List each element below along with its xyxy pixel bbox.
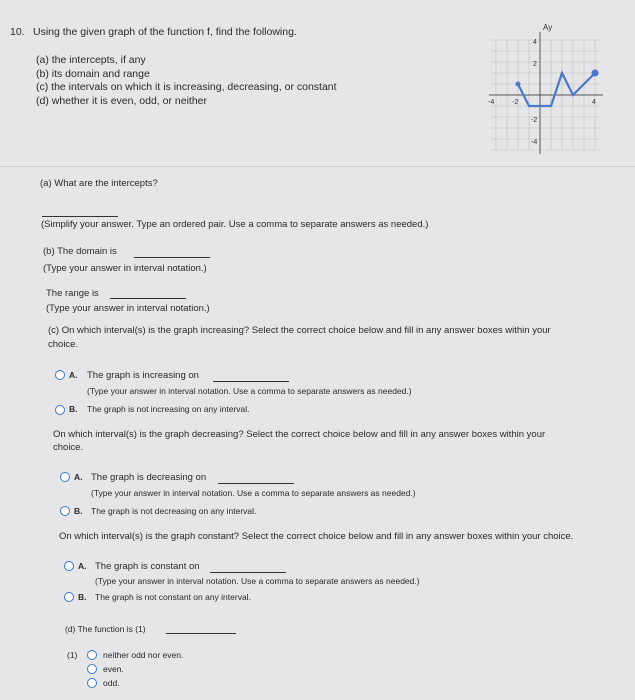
range-answer-box[interactable] — [110, 288, 186, 299]
y-tick-neg4: -4 — [531, 139, 538, 146]
neither-option-label: neither odd nor even. — [103, 650, 184, 660]
neither-option-radio[interactable] — [87, 650, 97, 660]
decreasing-option-b-letter: B. — [74, 506, 83, 516]
constant-option-a-letter: A. — [78, 561, 87, 571]
section-divider — [0, 166, 635, 167]
decreasing-option-a-letter: A. — [74, 472, 83, 482]
increasing-answer-box[interactable] — [213, 371, 289, 382]
constant-option-b-letter: B. — [78, 592, 87, 602]
increasing-option-a-text: The graph is increasing on — [87, 370, 199, 381]
domain-label: (b) The domain is — [43, 246, 117, 257]
endpoint-right — [592, 70, 599, 77]
y-tick-2: 2 — [533, 61, 537, 68]
question-part-a: (a) the intercepts, if any — [36, 54, 146, 66]
part-d-answer-box[interactable] — [166, 623, 236, 634]
y-tick-neg2: -2 — [531, 117, 538, 124]
endpoint-left — [516, 82, 521, 87]
x-tick-neg2: -2 — [512, 99, 519, 106]
decreasing-option-b-radio[interactable] — [60, 506, 70, 516]
x-tick-4: 4 — [592, 99, 596, 106]
constant-option-a-hint: (Type your answer in interval notation. Use a comma to separate answers as needed.) — [95, 576, 420, 586]
part-a-question: (a) What are the intercepts? — [40, 178, 158, 189]
decreasing-option-a-hint: (Type your answer in interval notation. Use a comma to separate answers as needed.) — [91, 488, 416, 498]
part-d-choice-number: (1) — [67, 650, 78, 660]
decreasing-option-a-radio[interactable] — [60, 472, 70, 482]
range-hint: (Type your answer in interval notation.) — [46, 303, 210, 314]
question-prompt: Using the given graph of the function f, find the following. — [33, 26, 297, 38]
function-line — [518, 73, 595, 106]
constant-option-b-text: The graph is not constant on any interval. — [95, 592, 251, 602]
increasing-option-a-radio[interactable] — [55, 370, 65, 380]
question-number: 10. — [10, 26, 25, 38]
increasing-option-a-letter: A. — [69, 370, 78, 380]
decreasing-question-line2: choice. — [53, 442, 84, 453]
decreasing-option-a-text: The graph is decreasing on — [91, 472, 207, 483]
x-tick-neg4: -4 — [488, 99, 495, 106]
increasing-question-line2: choice. — [48, 339, 79, 350]
y-axis-label: Ay — [543, 23, 553, 32]
decreasing-option-b-text: The graph is not decreasing on any interval. — [91, 506, 257, 516]
domain-answer-box[interactable] — [134, 247, 210, 258]
y-tick-4: 4 — [533, 39, 537, 46]
question-part-c: (c) the intervals on which it is increasing, decreasing, or constant — [36, 81, 337, 93]
function-graph — [486, 20, 606, 160]
constant-option-a-radio[interactable] — [64, 561, 74, 571]
constant-option-b-radio[interactable] — [64, 592, 74, 602]
increasing-question-line1: (c) On which interval(s) is the graph increasing? Select the correct choice below and fill in any answer boxes within your — [48, 325, 551, 336]
constant-answer-box[interactable] — [210, 562, 286, 573]
part-d-label: (d) The function is (1) — [65, 624, 146, 634]
question-part-d: (d) whether it is even, odd, or neither — [36, 95, 208, 107]
increasing-option-b-radio[interactable] — [55, 405, 65, 415]
range-label: The range is — [46, 288, 99, 299]
domain-hint: (Type your answer in interval notation.) — [43, 263, 207, 274]
constant-question: On which interval(s) is the graph constant? Select the correct choice below and fill in any answer boxes within your choice. — [59, 531, 574, 542]
odd-option-radio[interactable] — [87, 678, 97, 688]
constant-option-a-text: The graph is constant on — [95, 561, 200, 572]
even-option-radio[interactable] — [87, 664, 97, 674]
increasing-option-b-text: The graph is not increasing on any interval. — [87, 404, 250, 414]
odd-option-label: odd. — [103, 678, 120, 688]
decreasing-answer-box[interactable] — [218, 473, 294, 484]
decreasing-question-line1: On which interval(s) is the graph decreasing? Select the correct choice below and fill in any answer boxes within your — [53, 429, 546, 440]
increasing-option-b-letter: B. — [69, 404, 78, 414]
graph-svg — [486, 20, 606, 160]
question-part-b: (b) its domain and range — [36, 68, 150, 80]
even-option-label: even. — [103, 664, 124, 674]
part-a-hint: (Simplify your answer. Type an ordered pair. Use a comma to separate answers as needed.) — [41, 219, 429, 230]
intercepts-answer-box[interactable] — [42, 206, 118, 217]
increasing-option-a-hint: (Type your answer in interval notation. Use a comma to separate answers as needed.) — [87, 386, 412, 396]
